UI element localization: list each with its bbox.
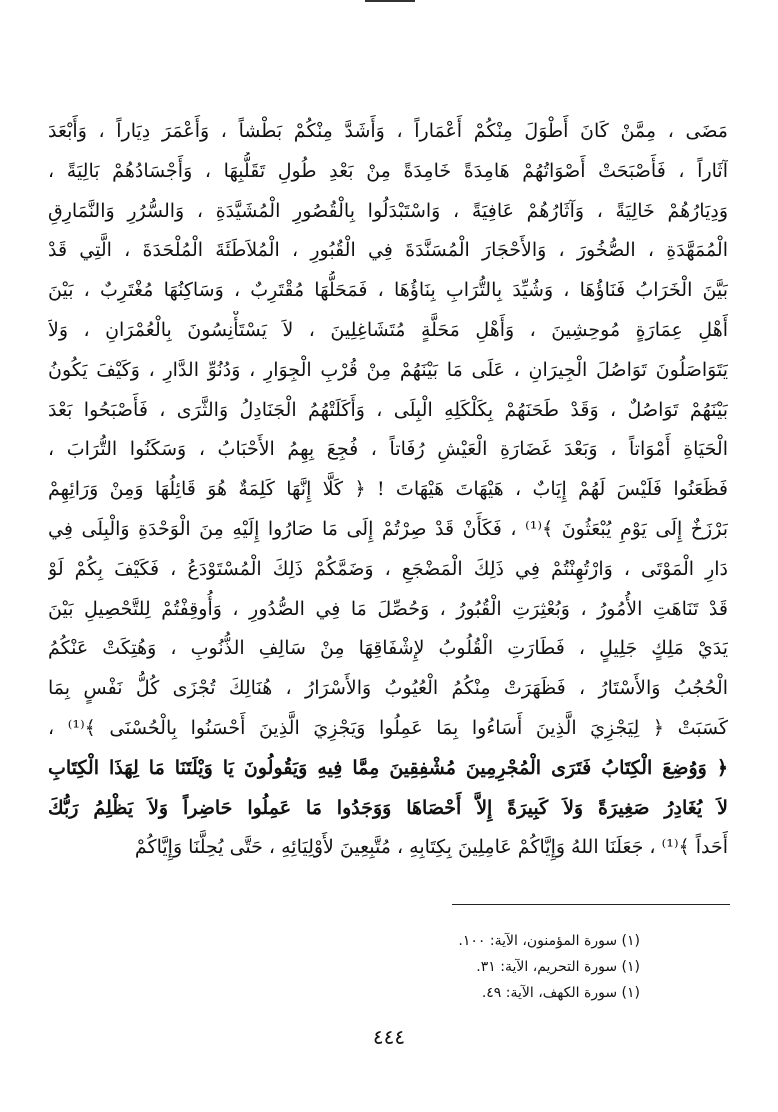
- text-line: الْحَيَاةِ أَمْوَاتاً ، وَبَعْدَ غَضَارَةِ الْعَيْشِ رُفَاتاً ، فُجِعَ بِهِمُ الأَحْبَابُ ، وَسَكَنُوا التُّرَابَ ،: [48, 438, 728, 461]
- text-line: ﴿ وَوُضِعَ الْكِتَابُ فَتَرَى الْمُجْرِمِينَ مُشْفِقِينَ مِمَّا فِيهِ وَيَقُولُونَ يَا وَيْلَتَنَا مَا لِهَذَا الْكِتَابِ: [48, 756, 728, 779]
- text-line: الْمُمَهَّدَةِ ، الصُّخُورَ ، وَالأَحْجَارَ الْمُسَنَّدَةَ فِي الْقُبُورِ ، الْمُلاَطَئَةَ الْمُلْحَدَةَ ، الَّتِي قَدْ: [48, 239, 728, 262]
- text-line: الْحُجُبُ وَالأَسْتَارُ ، فَظَهَرَتْ مِنْكُمُ الْعُيُوبُ وَالأَسْرَارُ ، هُنَالِكَ تُجْزَى كُلُّ نَفْسٍ بِمَا: [48, 677, 728, 700]
- footnote: (١) سورة الكهف، الآية: ٤٩.: [481, 985, 640, 1001]
- footnotes: [340, 928, 640, 1006]
- text-line: يَتَوَاصَلُونَ تَوَاصُلَ الْجِيرَانِ ، عَلَى مَا بَيْنَهُمْ مِنْ قُرْبِ الْجِوَارِ ، وَدُنُوِّ الدَّارِ ، وَكَيْفَ يَكُونُ: [48, 358, 728, 381]
- text-line: فَظَعَنُوا فَلَيْسَ لَهُمْ إِيَابٌ ، هَيْهَاتَ هَيْهَاتَ ! ﴿ كَلَّا إِنَّهَا كَلِمَةٌ هُوَ قَائِلُهَا وَمِنْ وَرَائِهِمْ: [48, 478, 728, 501]
- text-line: لاَ يُغَادِرُ صَغِيرَةً وَلاَ كَبِيرَةً إِلاَّ أَحْصَاهَا وَوَجَدُوا مَا عَمِلُوا حَاضِراً وَلاَ يَظْلِمُ رَبُّكَ: [48, 796, 728, 819]
- body-text: [48, 112, 728, 868]
- page-number: ٤٤٤: [372, 1025, 406, 1049]
- text-line: قَدْ تَنَاهَتِ الأُمُورُ ، وَبُعْثِرَتِ الْقُبُورُ ، وَحُصِّلَ مَا فِي الصُّدُورِ ، وَأُوقِفْتُمْ لِلتَّحْصِيلِ بَيْنَ: [48, 597, 728, 620]
- footnote: (١) سورة المؤمنون، الآية: ١٠٠.: [458, 933, 640, 949]
- text-line: بَرْزَخٌ إِلَى يَوْمِ يُبْعَثُونَ ﴾⁽¹⁾ ، فَكَأَنْ قَدْ صِرْتُمْ إِلَى مَا صَارُوا إِلَيْهِ مِنَ الْوَحْدَةِ وَالْبِلَى فِي: [48, 517, 728, 540]
- text-line: وَدِيَارُهُمْ خَالِيَةً ، وَآثَارُهُمْ عَافِيَةً ، وَاسْتَبْدَلُوا بِالْقُصُورِ الْمُشَيَّدَةِ ، وَالسُّرُرِ وَالنَّمَارِقِ: [48, 199, 728, 222]
- text-line: دَارِ الْمَوْتَى ، وَارْتُهِنْتُمْ فِي ذَلِكَ الْمَضْجَعِ ، وَضَمَّكُمْ ذَلِكَ الْمُسْتَوْدَعُ ، فَكَيْفَ بِكُمْ لَوْ: [48, 557, 728, 580]
- footnote: (١) سورة التحريم، الآية: ٣١.: [476, 959, 640, 975]
- text-line: آثَاراً ، فَأَصْبَحَتْ أَصْوَاتُهُمْ هَامِدَةً خَامِدَةً مِنْ بَعْدِ طُولِ تَقَلُّبِهَا ، وَأَجْسَادُهُمْ بَالِيَةً ،: [48, 159, 728, 182]
- text-line: بَيْنَهُمْ تَوَاصُلٌ ، وَقَدْ طَحَنَهُمْ بِكَلْكَلِهِ الْبِلَى ، وَأَكَلَتْهُمُ الْجَنَادِلُ وَالثَّرَى ، فَأَصْبَحُوا بَعْدَ: [48, 398, 728, 421]
- text-line: أَهْلِ عِمَارَةٍ مُوحِشِينَ ، وَأَهْلِ مَحَلَّةٍ مُتَشَاغِلِينَ ، لاَ يَسْتَأْنِسُونَ بِالْعُمْرَانِ ، وَلاَ: [48, 318, 728, 341]
- text-line: بَيَّنَ الْخَرَابُ فَنَاؤُهَا ، وَشُيِّدَ بِالتُّرَابِ بِنَاؤُهَا ، فَمَحَلُّهَا مُقْتَرِبٌ ، وَسَاكِنُهَا مُغْتَرِبٌ ، بَيْنَ: [48, 279, 728, 302]
- text-line: أَحَداً ﴾⁽¹⁾ ، جَعَلَنَا اللهُ وَإِيَّاكُمْ عَامِلِينَ بِكِتَابِهِ ، مُتَّبِعِينَ لأَوْلِيَائِهِ ، حَتَّى يُحِلَّنَا وَإِيَّاكُمْ: [134, 836, 728, 859]
- top-rule: [365, 0, 415, 2]
- footnote-separator: [452, 904, 730, 905]
- text-line: كَسَبَتْ ﴿ لِيَجْزِيَ الَّذِينَ أَسَاءُوا بِمَا عَمِلُوا وَيَجْزِيَ الَّذِينَ أَحْسَنُوا بِالْحُسْنَى ﴾⁽¹⁾ ،: [48, 716, 728, 739]
- text-line: يَدَيْ مَلِكٍ جَلِيلٍ ، فَطَارَتِ الْقُلُوبُ لإِشْفَاقِهَا مِنْ سَالِفِ الذُّنُوبِ ، وَهُتِكَتْ عَنْكُمُ: [48, 637, 728, 660]
- text-line: مَضَى ، مِمَّنْ كَانَ أَطْوَلَ مِنْكُمْ أَعْمَاراً ، وَأَشَدَّ مِنْكُمْ بَطْشاً ، وَأَعْمَرَ دِيَاراً ، وَأَبْعَدَ: [48, 120, 728, 142]
